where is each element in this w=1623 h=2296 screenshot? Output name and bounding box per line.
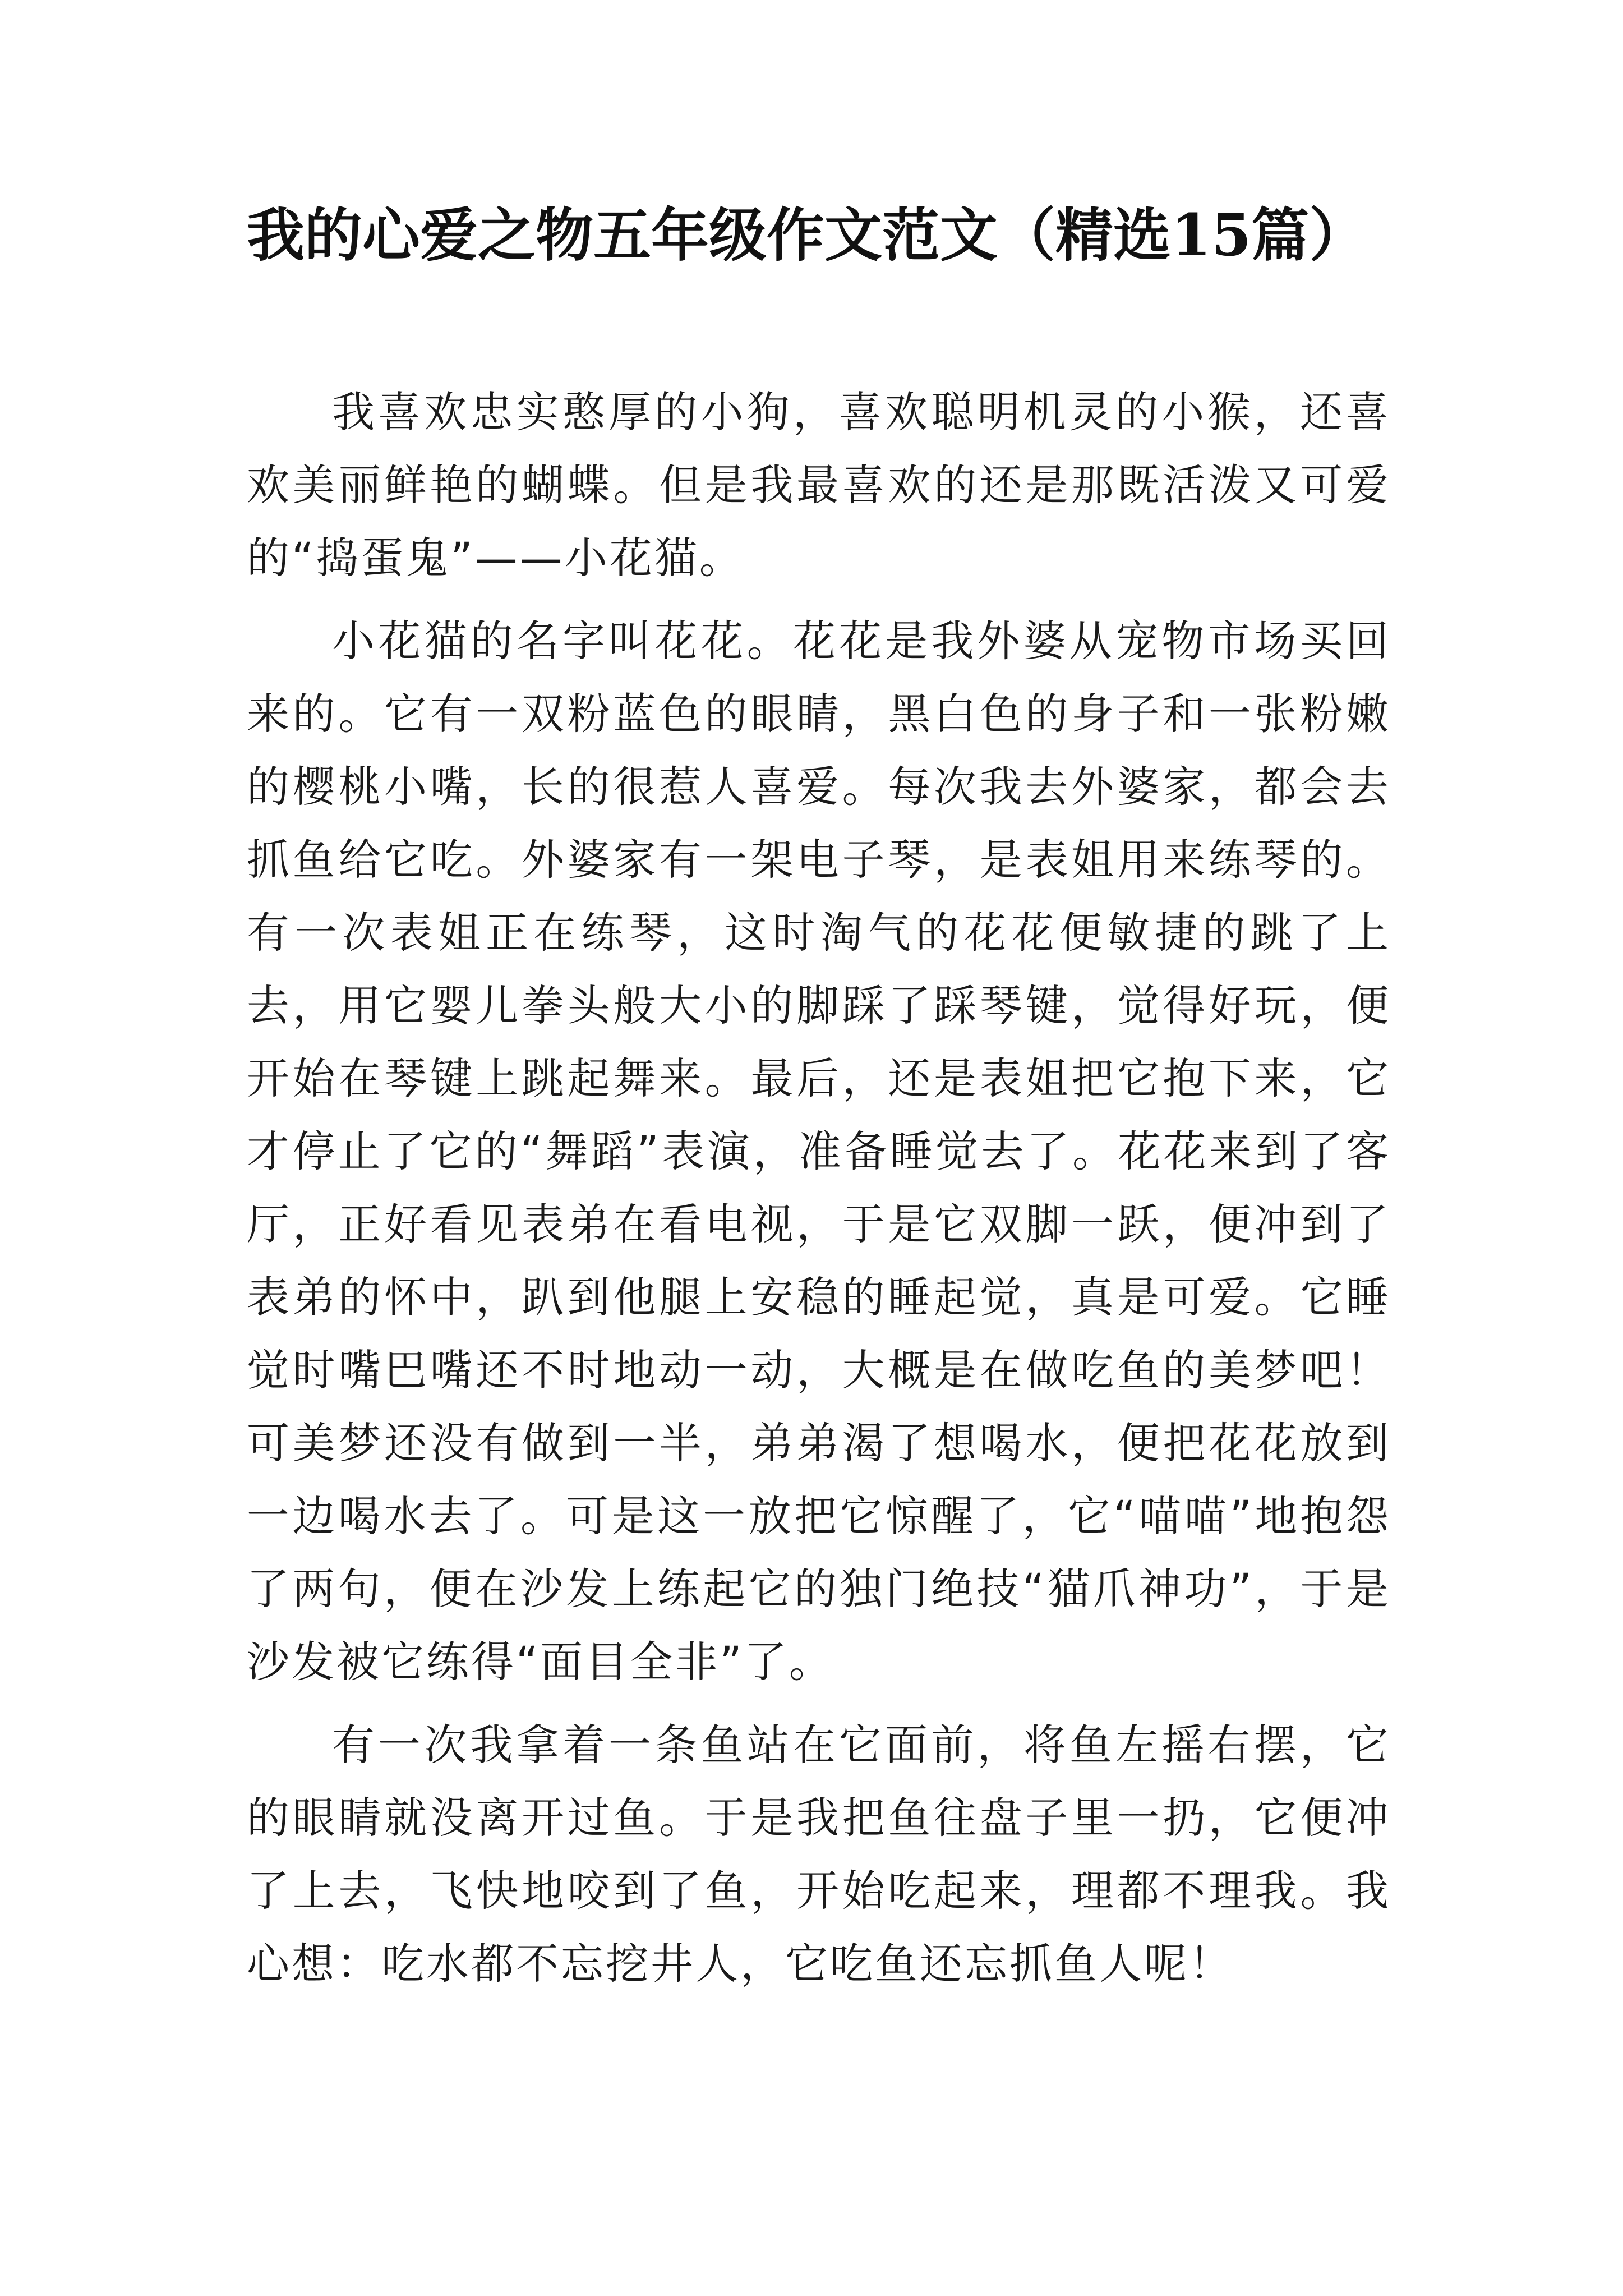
document-title: 我的心爱之物五年级作文范文（精选15篇）	[247, 201, 1367, 269]
paragraph-3: 有一次我拿着一条鱼站在它面前，将鱼左摇右摆，它的眼睛就没离开过鱼。于是我把鱼往盘子里一扔，它便冲了上去，飞快地咬到了鱼，开始吃起来，理都不理我。我心想：吃水都不忘挖井人，它吃鱼还忘抓鱼人呢！	[247, 1720, 1391, 1989]
paragraph-1: 我喜欢忠实憨厚的小狗，喜欢聪明机灵的小猴，还喜欢美丽鲜艳的蝴蝶。但是我最喜欢的还是那既活泼又可爱的“捣蛋鬼”——小花猫。	[247, 387, 1391, 583]
paragraph-2: 小花猫的名字叫花花。花花是我外婆从宠物市场买回来的。它有一双粉蓝色的眼睛，黑白色的身子和一张粉嫩的樱桃小嘴，长的很惹人喜爱。每次我去外婆家，都会去抓鱼给它吃。外婆家有一架电子琴，是表姐用来练琴的。有一次表姐正在练琴，这时淘气的花花便敏捷的跳了上去，用它婴儿拳头般大小的脚踩了踩琴键，觉得好玩，便开始在琴键上跳起舞来。最后，还是表姐把它抱下来，它才停止了它的“舞蹈”表演，准备睡觉去了。花花来到了客厅，正好看见表弟在看电视，于是它双脚一跃，便冲到了表弟的怀中，趴到他腿上安稳的睡起觉，真是可爱。它睡觉时嘴巴嘴还不时地动一动，大概是在做吃鱼的美梦吧！可美梦还没有做到一半，弟弟渴了想喝水，便把花花放到一边喝水去了。可是这一放把它惊醒了，它“喵喵”地抱怨了两句，便在沙发上练起它的独门绝技“猫爪神功”，于是沙发被它练得“面目全非”了。	[247, 616, 1391, 1687]
document-body	[247, 376, 1391, 2010]
